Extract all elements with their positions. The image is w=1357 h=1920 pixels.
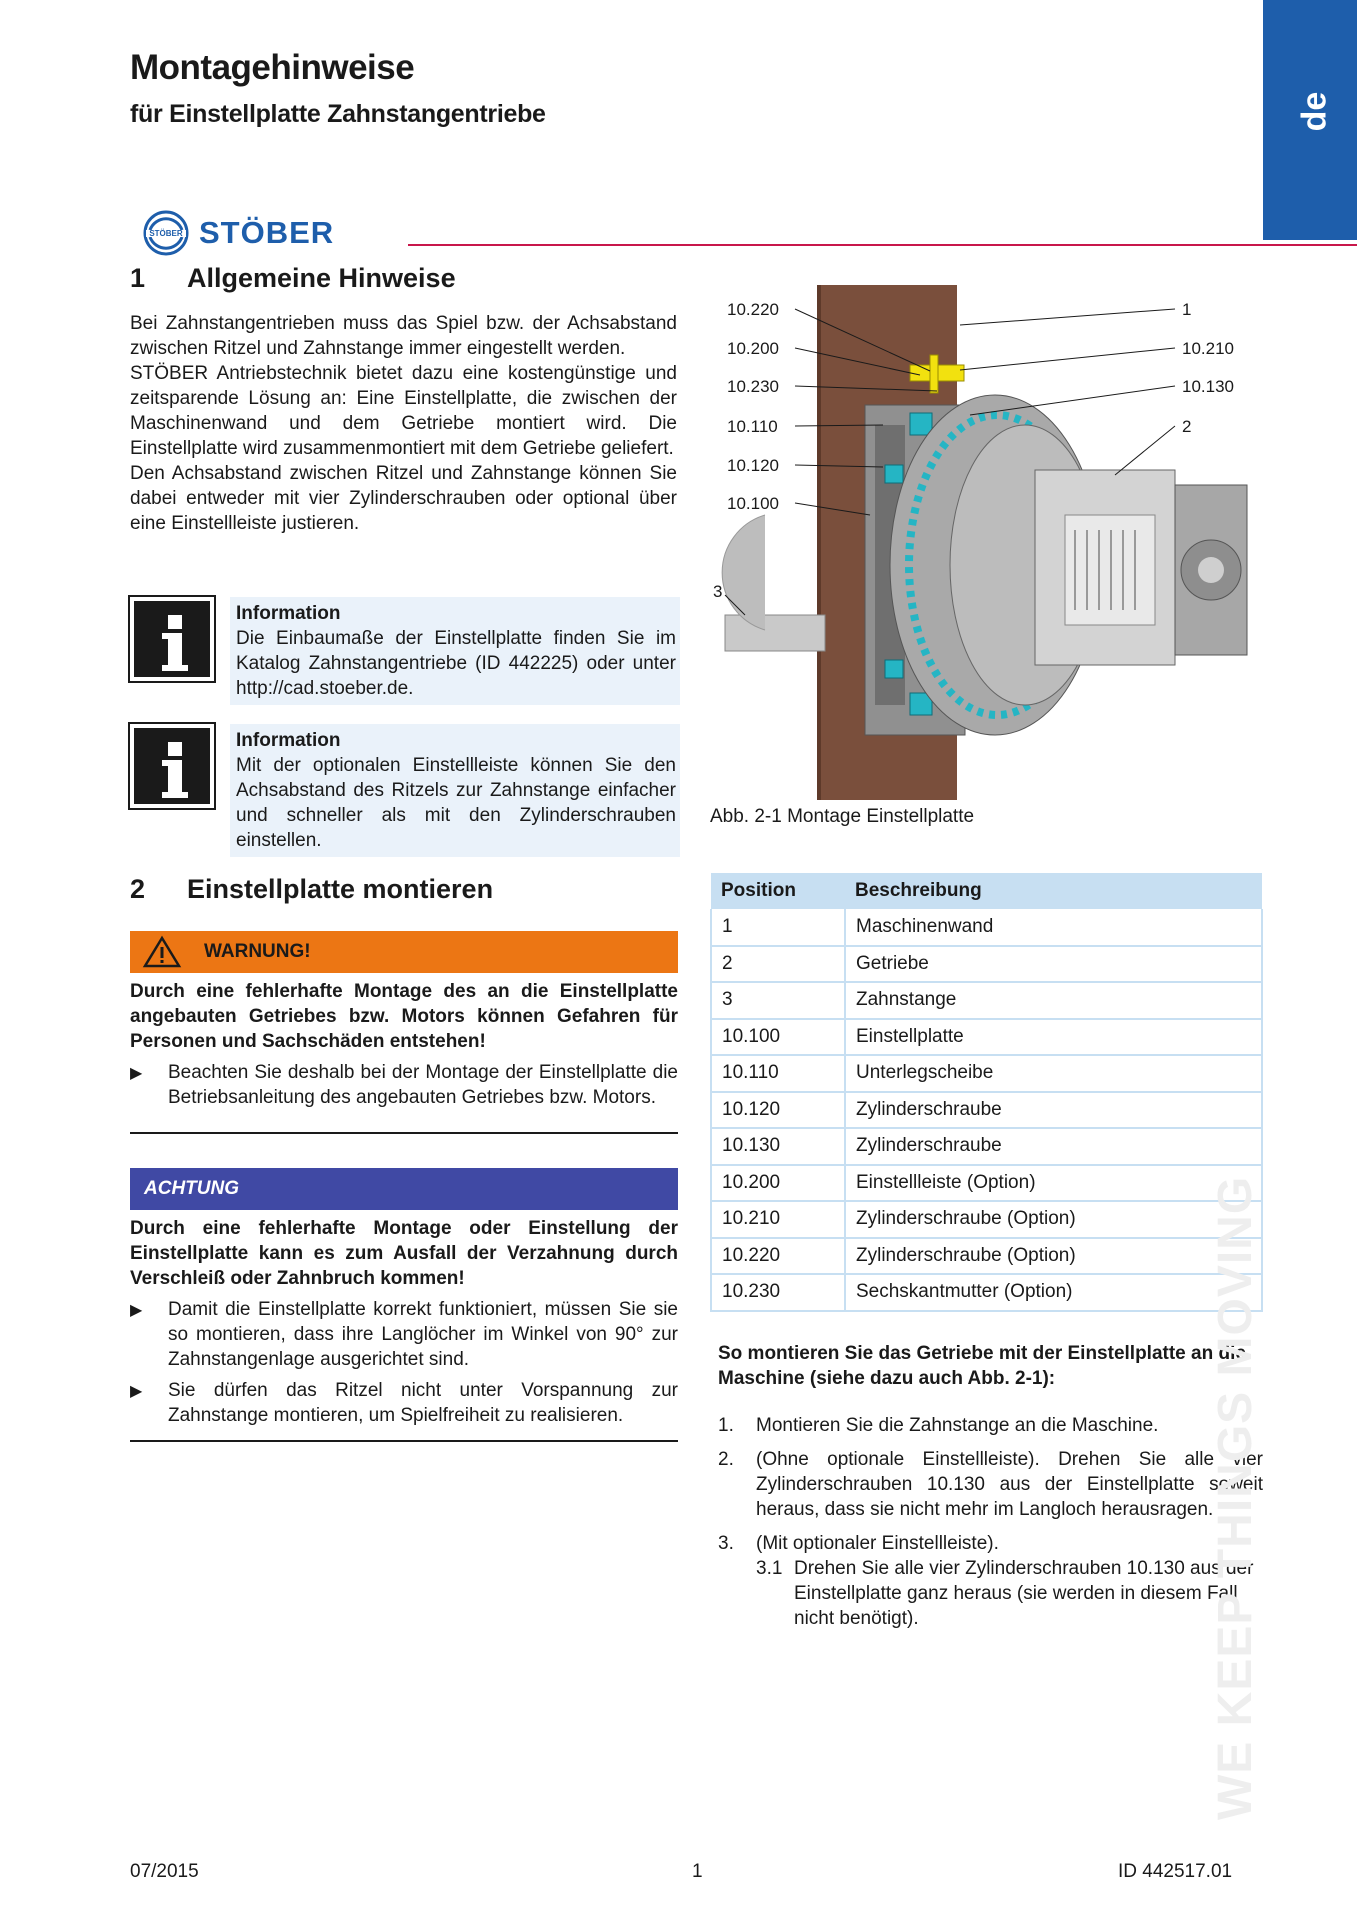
table-cell-position: 10.220 — [711, 1238, 845, 1275]
header-divider — [408, 244, 1357, 246]
notice-item-text: Sie dürfen das Ritzel nicht unter Vorspannung zur Zahnstange montieren, um Spielfreiheit zu realisieren. — [168, 1380, 678, 1426]
warning-bar — [130, 931, 678, 973]
table-header: Beschreibung — [845, 873, 1262, 909]
table-cell-description: Zylinderschraube (Option) — [845, 1238, 1262, 1275]
info-icon — [130, 597, 214, 681]
table-cell-description: Sechskantmutter (Option) — [845, 1274, 1262, 1311]
notice-item — [130, 1297, 678, 1372]
document-subtitle: für Einstellplatte Zahnstangentriebe — [130, 100, 546, 128]
list-item — [718, 1447, 1263, 1522]
table-cell-position: 10.100 — [711, 1019, 845, 1056]
notice-statement: Durch eine fehlerhafte Montage oder Einstellung der Einstellplatte kann es zum Ausfall der Verzahnung durch Verschleiß oder Zahnbruch kommen! — [130, 1218, 678, 1289]
info-box-1 — [130, 597, 680, 705]
position-table — [710, 873, 1263, 1312]
table-row — [711, 1165, 1262, 1202]
table-cell-description: Einstellplatte — [845, 1019, 1262, 1056]
fig-label-10120: 10.120 — [727, 456, 779, 475]
table-header: Position — [711, 873, 845, 909]
table-cell-position: 10.110 — [711, 1055, 845, 1092]
document-title: Montagehinweise — [130, 48, 415, 87]
table-header-row — [711, 873, 1262, 909]
info-body: Mit der optionalen Einstellleiste können Sie den Achsabstand des Ritzels zur Zahnstange einfacher und schneller als mit den Zylinderschrauben einstellen. — [236, 755, 676, 851]
section1-heading — [130, 263, 456, 294]
logo-wordmark: STÖBER — [199, 215, 335, 250]
paragraph: Bei Zahnstangentrieben muss das Spiel bzw. der Achsabstand zwischen Ritzel und Zahnstange immer eingestellt werden. — [130, 313, 677, 359]
table-row — [711, 1055, 1262, 1092]
language-tab — [1263, 0, 1357, 240]
warning-item — [130, 1060, 678, 1110]
table-cell-position: 10.230 — [711, 1274, 845, 1311]
step-text: (Ohne optionale Einstellleiste). Drehen Sie alle vier Zylinderschrauben 10.130 aus der Einstellplatte soweit heraus, dass sie nicht mehr im Langloch herausragen. — [756, 1449, 1263, 1520]
footer-date: 07/2015 — [130, 1861, 199, 1882]
info-title: Information — [236, 730, 341, 751]
notice-item — [130, 1378, 678, 1428]
info-text-2 — [230, 724, 680, 857]
fig-label-10100: 10.100 — [727, 494, 779, 513]
info-title: Information — [236, 603, 341, 624]
instruction-steps — [718, 1413, 1263, 1631]
paragraph: Den Achsabstand zwischen Ritzel und Zahnstange können Sie dabei entweder mit vier Zylinderschrauben oder optional über eine Einstellleiste justieren. — [130, 463, 677, 534]
step-text: Montieren Sie die Zahnstange an die Maschine. — [756, 1415, 1159, 1436]
paragraph: STÖBER Antriebstechnik bietet dazu eine kostengünstige und zeitsparende Lösung an: Eine Einstellplatte, die zwischen der Maschinenwand und dem Getriebe montiert wird. Die Einstellplatte wird zusammenmontiert mit dem Getriebe geliefert. — [130, 363, 677, 459]
table-row — [711, 946, 1262, 983]
notice-item-text: Damit die Einstellplatte korrekt funktioniert, müssen Sie sie so montieren, dass ihre Langlöcher im Winkel von 90° zur Zahnstangenlage ausgerichtet sind. — [168, 1299, 678, 1370]
fig-label-10130: 10.130 — [1182, 377, 1234, 396]
mounting-figure — [705, 285, 1265, 800]
info-body: Die Einbaumaße der Einstellplatte finden Sie im Katalog Zahnstangentriebe (ID 442225) oder unter http://cad.stoeber.de. — [236, 628, 676, 699]
table-row — [711, 1128, 1262, 1165]
warning-triangle-icon — [142, 935, 182, 969]
table-cell-position: 10.200 — [711, 1165, 845, 1202]
stober-logo-icon — [143, 210, 189, 256]
substep-number: 3.1 — [756, 1558, 783, 1579]
logo-mark-text: STÖBER — [149, 229, 183, 238]
footer-doc-id: ID 442517.01 — [1118, 1861, 1233, 1882]
warning-item-text: Beachten Sie deshalb bei der Montage der Einstellplatte die Betriebsanleitung des angebauten Getriebes bzw. Motors. — [168, 1062, 678, 1108]
table-cell-position: 1 — [711, 909, 845, 946]
section2-number: 2 — [130, 874, 146, 904]
table-cell-description: Getriebe — [845, 946, 1262, 983]
fig-label-3: 3 — [713, 582, 723, 601]
table-cell-description: Einstellleiste (Option) — [845, 1165, 1262, 1202]
table-row — [711, 1238, 1262, 1275]
section1-body — [130, 311, 677, 536]
fig-label-10230: 10.230 — [727, 377, 779, 396]
section1-title: Allgemeine Hinweise — [187, 263, 456, 293]
table-cell-description: Zahnstange — [845, 982, 1262, 1019]
section1-number: 1 — [130, 263, 146, 293]
notice-label: ACHTUNG — [144, 1178, 239, 1199]
info-box-2 — [130, 724, 680, 857]
table-row — [711, 1019, 1262, 1056]
list-item — [718, 1531, 1263, 1556]
info-text-1 — [230, 597, 680, 705]
warning-block — [130, 931, 678, 1134]
table-cell-position: 3 — [711, 982, 845, 1019]
table-row — [711, 1092, 1262, 1129]
table-cell-description: Zylinderschraube — [845, 1092, 1262, 1129]
arrow-bullet-icon: ▶ — [130, 1302, 143, 1319]
table-cell-description: Maschinenwand — [845, 909, 1262, 946]
table-cell-description: Unterlegscheibe — [845, 1055, 1262, 1092]
arrow-bullet-icon: ▶ — [130, 1065, 143, 1082]
figure-caption: Abb. 2-1 Montage Einstellplatte — [710, 806, 975, 827]
table-cell-position: 10.120 — [711, 1092, 845, 1129]
rack — [725, 615, 825, 651]
substep-text: Drehen Sie alle vier Zylinderschrauben 10.130 aus der Einstellplatte ganz heraus (sie werden in diesem Fall nicht benötigt). — [794, 1558, 1254, 1629]
instructions-heading: So montieren Sie das Getriebe mit der Einstellplatte an die Maschine (siehe dazu auch Abb. 2-1): — [718, 1343, 1246, 1389]
fig-label-10110: 10.110 — [727, 417, 778, 436]
warning-rule — [130, 1132, 678, 1134]
step-number: 2. — [718, 1449, 734, 1470]
language-code: de — [1295, 91, 1334, 132]
fig-label-1: 1 — [1182, 300, 1192, 319]
section2-title: Einstellplatte montieren — [187, 874, 494, 904]
watermark: WE KEEP THINGS MOVING — [1209, 1175, 1262, 1820]
table-row — [711, 982, 1262, 1019]
step-text: (Mit optionaler Einstellleiste). — [756, 1533, 999, 1554]
table-row — [711, 909, 1262, 946]
table-row — [711, 1201, 1262, 1238]
step-number: 1. — [718, 1415, 734, 1436]
notice-bar — [130, 1168, 678, 1210]
table-cell-position: 10.130 — [711, 1128, 845, 1165]
warning-label: WARNUNG! — [204, 941, 311, 962]
table-cell-description: Zylinderschraube (Option) — [845, 1201, 1262, 1238]
notice-block — [130, 1168, 678, 1442]
info-icon — [130, 724, 214, 808]
step-number: 3. — [718, 1533, 734, 1554]
stober-logo — [143, 210, 334, 256]
footer-page-number: 1 — [692, 1861, 703, 1882]
fig-label-10220: 10.220 — [727, 300, 779, 319]
sub-list-item — [756, 1556, 1263, 1631]
fig-label-2: 2 — [1182, 417, 1192, 436]
fig-label-10210: 10.210 — [1182, 339, 1234, 358]
warning-statement: Durch eine fehlerhafte Montage des an die Einstellplatte angebauten Getriebes bzw. Motors können Gefahren für Personen und Sachschäden entstehen! — [130, 981, 678, 1052]
list-item — [718, 1413, 1263, 1438]
notice-rule — [130, 1440, 678, 1442]
fig-label-10200: 10.200 — [727, 339, 779, 358]
section2-heading — [130, 874, 493, 905]
table-cell-position: 2 — [711, 946, 845, 983]
table-row — [711, 1274, 1262, 1311]
table-cell-description: Zylinderschraube — [845, 1128, 1262, 1165]
arrow-bullet-icon: ▶ — [130, 1383, 143, 1400]
table-cell-position: 10.210 — [711, 1201, 845, 1238]
